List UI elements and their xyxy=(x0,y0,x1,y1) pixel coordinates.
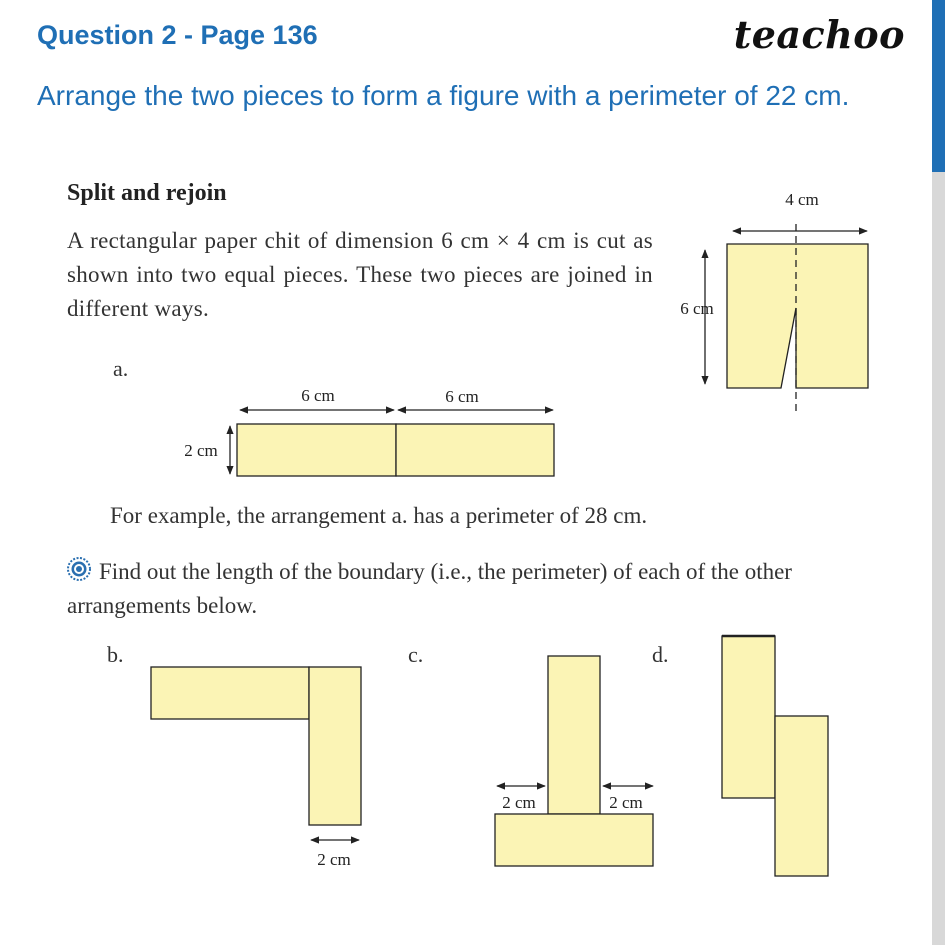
question-subtitle: Arrange the two pieces to form a figure with a perimeter of 22 cm. xyxy=(37,80,850,111)
label-a: a. xyxy=(113,356,129,381)
d-piece-upper xyxy=(722,636,775,798)
d-piece-lower xyxy=(775,716,828,876)
c-left-gap-label: 2 cm xyxy=(502,793,536,812)
c-piece-vertical xyxy=(548,656,600,814)
a-left-length-label: 6 cm xyxy=(301,386,335,405)
label-d: d. xyxy=(652,642,669,667)
c-right-gap-label: 2 cm xyxy=(609,793,643,812)
example-text: For example, the arrangement a. has a perimeter of 28 cm. xyxy=(110,503,648,528)
chit-height-label: 6 cm xyxy=(680,299,714,318)
section-title: Split and rejoin xyxy=(67,180,227,206)
c-piece-horizontal xyxy=(495,814,653,866)
arrangement-c xyxy=(495,656,653,866)
task-text: Find out the length of the boundary (i.e., the perimeter) of each of the other arrangements below. xyxy=(67,559,792,618)
brand-logo: teachoo xyxy=(733,12,905,57)
arrangement-d xyxy=(722,636,828,876)
a-right-length-label: 6 cm xyxy=(445,387,479,406)
b-piece-vertical xyxy=(309,667,361,825)
chit-width-label: 4 cm xyxy=(785,190,819,209)
chit-rectangle xyxy=(727,244,868,388)
a-piece-left xyxy=(237,424,396,476)
label-b: b. xyxy=(107,642,124,667)
b-piece-horizontal xyxy=(151,667,309,719)
label-c: c. xyxy=(408,642,424,667)
chit-figure xyxy=(680,190,868,412)
arrangement-b xyxy=(151,667,361,869)
arrangement-a xyxy=(184,386,554,476)
question-title: Question 2 - Page 136 xyxy=(37,20,318,50)
b-width-label: 2 cm xyxy=(317,850,351,869)
section-description: A rectangular paper chit of dimension 6 cm × 4 cm is cut as shown into two equal pieces. These two pieces are joined in different ways. xyxy=(67,228,653,321)
a-height-label: 2 cm xyxy=(184,441,218,460)
a-piece-right xyxy=(396,424,554,476)
